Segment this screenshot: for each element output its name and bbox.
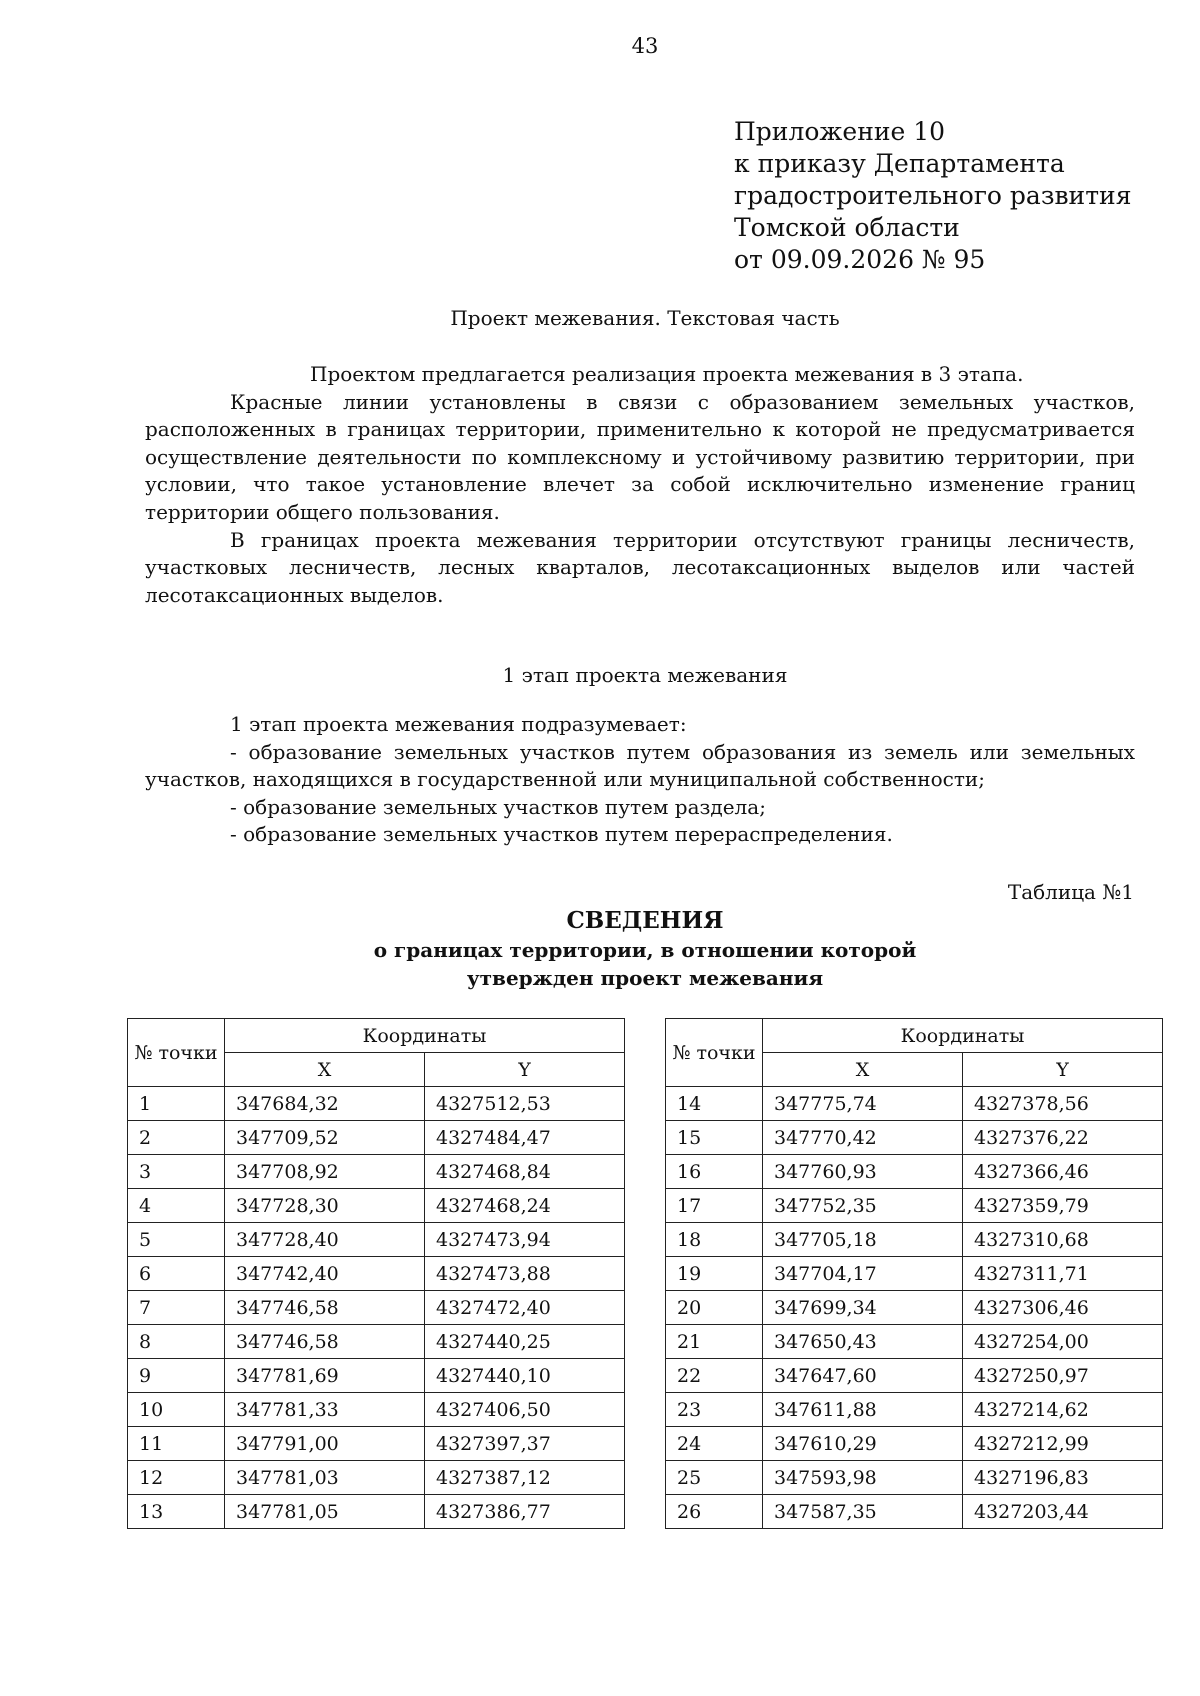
document-title: Проект межевания. Текстовая часть bbox=[450, 306, 840, 330]
point-number-cell: 8 bbox=[128, 1325, 225, 1359]
y-coordinate-cell: 4327311,71 bbox=[963, 1257, 1163, 1291]
y-coordinate-cell: 4327387,12 bbox=[425, 1461, 625, 1495]
heading-main: СВЕДЕНИЯ bbox=[566, 907, 724, 934]
table-row bbox=[666, 1087, 1163, 1121]
coordinates-table-left bbox=[127, 1018, 625, 1529]
table-row bbox=[128, 1257, 625, 1291]
table-row bbox=[666, 1223, 1163, 1257]
stage-item: - образование земельных участков путем перераспределения. bbox=[230, 822, 893, 847]
intro-paragraph: Красные линии установлены в связи с образованием земельных участков, расположенных в границах территории, применительно к которой не предусматривается осуществление деятельности по комплексному и устойчивому развитию территории, при условии, что такое установление влечет за собой исключительно изменение границ территории общего пользования. bbox=[145, 389, 1135, 524]
table-row bbox=[128, 1121, 625, 1155]
appendix-line: Томской области bbox=[734, 213, 960, 242]
heading-subtitle: о границах территории, в отношении которой bbox=[373, 938, 917, 962]
table-row bbox=[128, 1359, 625, 1393]
point-number-cell: 7 bbox=[128, 1291, 225, 1325]
x-coordinate-cell: 347684,32 bbox=[225, 1087, 425, 1121]
x-coordinate-cell: 347742,40 bbox=[225, 1257, 425, 1291]
x-coordinate-cell: 347781,05 bbox=[225, 1495, 425, 1529]
appendix-line: к приказу Департамента bbox=[734, 149, 1065, 178]
table-row bbox=[128, 1291, 625, 1325]
intro-paragraph: Проектом предлагается реализация проекта межевания в 3 этапа. bbox=[310, 362, 1024, 386]
x-coordinate-cell: 347709,52 bbox=[225, 1121, 425, 1155]
point-number-cell: 2 bbox=[128, 1121, 225, 1155]
y-coordinate-cell: 4327406,50 bbox=[425, 1393, 625, 1427]
x-coordinate-cell: 347781,03 bbox=[225, 1461, 425, 1495]
table-row bbox=[666, 1155, 1163, 1189]
table-row bbox=[128, 1393, 625, 1427]
stage-item: - образование земельных участков путем раздела; bbox=[230, 794, 766, 819]
appendix-line: Приложение 10 bbox=[734, 117, 946, 146]
appendix-line: градостроительного развития bbox=[734, 181, 1132, 210]
table-row bbox=[666, 1427, 1163, 1461]
table-row bbox=[128, 1087, 625, 1121]
y-coordinate-cell: 4327366,46 bbox=[963, 1155, 1163, 1189]
point-number-cell: 14 bbox=[666, 1087, 763, 1121]
x-coordinate-cell: 347746,58 bbox=[225, 1291, 425, 1325]
table-row bbox=[666, 1359, 1163, 1393]
point-number-cell: 11 bbox=[128, 1427, 225, 1461]
coordinates-header: Координаты bbox=[225, 1019, 625, 1053]
x-coordinate-cell: 347610,29 bbox=[763, 1427, 963, 1461]
point-number-cell: 1 bbox=[128, 1087, 225, 1121]
table-row bbox=[128, 1461, 625, 1495]
point-number-cell: 5 bbox=[128, 1223, 225, 1257]
intro-text bbox=[145, 361, 1135, 609]
x-coordinate-cell: 347647,60 bbox=[763, 1359, 963, 1393]
heading-subtitle: утвержден проект межевания bbox=[466, 966, 824, 990]
table-row bbox=[128, 1189, 625, 1223]
x-coordinate-cell: 347752,35 bbox=[763, 1189, 963, 1223]
y-coordinate-cell: 4327203,44 bbox=[963, 1495, 1163, 1529]
x-coordinate-cell: 347781,69 bbox=[225, 1359, 425, 1393]
table-row bbox=[666, 1121, 1163, 1155]
y-coordinate-cell: 4327196,83 bbox=[963, 1461, 1163, 1495]
point-number-cell: 25 bbox=[666, 1461, 763, 1495]
x-coordinate-cell: 347708,92 bbox=[225, 1155, 425, 1189]
y-coordinate-cell: 4327378,56 bbox=[963, 1087, 1163, 1121]
x-header: X bbox=[225, 1053, 425, 1087]
intro-paragraph: В границах проекта межевания территории отсутствуют границы лесничеств, участковых лесничеств, лесных кварталов, лесотаксационных выделов или частей лесотаксационных выделов. bbox=[145, 527, 1135, 607]
x-coordinate-cell: 347728,30 bbox=[225, 1189, 425, 1223]
table-row bbox=[666, 1461, 1163, 1495]
point-number-cell: 22 bbox=[666, 1359, 763, 1393]
x-coordinate-cell: 347611,88 bbox=[763, 1393, 963, 1427]
x-coordinate-cell: 347781,33 bbox=[225, 1393, 425, 1427]
point-number-header-label: № точки bbox=[134, 1041, 218, 1064]
x-coordinate-cell: 347770,42 bbox=[763, 1121, 963, 1155]
y-coordinate-cell: 4327397,37 bbox=[425, 1427, 625, 1461]
y-coordinate-cell: 4327250,97 bbox=[963, 1359, 1163, 1393]
point-number-cell: 15 bbox=[666, 1121, 763, 1155]
point-number-cell: 4 bbox=[128, 1189, 225, 1223]
table-row bbox=[128, 1325, 625, 1359]
y-coordinate-cell: 4327468,84 bbox=[425, 1155, 625, 1189]
table-row bbox=[666, 1257, 1163, 1291]
x-coordinate-cell: 347704,17 bbox=[763, 1257, 963, 1291]
y-coordinate-cell: 4327468,24 bbox=[425, 1189, 625, 1223]
table-row bbox=[666, 1325, 1163, 1359]
point-number-cell: 24 bbox=[666, 1427, 763, 1461]
table-heading bbox=[0, 906, 1200, 992]
point-number-header bbox=[666, 1019, 763, 1087]
stage-text bbox=[145, 711, 1135, 849]
x-coordinate-cell: 347650,43 bbox=[763, 1325, 963, 1359]
y-coordinate-cell: 4327473,88 bbox=[425, 1257, 625, 1291]
y-coordinate-cell: 4327306,46 bbox=[963, 1291, 1163, 1325]
page-number: 43 bbox=[631, 34, 659, 58]
stage-item: - образование земельных участков путем образования из земель или земельных участков, находящихся в государственной или муниципальной собственности; bbox=[145, 739, 1135, 792]
point-number-cell: 13 bbox=[128, 1495, 225, 1529]
y-header: Y bbox=[425, 1053, 625, 1087]
y-coordinate-cell: 4327440,10 bbox=[425, 1359, 625, 1393]
point-number-cell: 17 bbox=[666, 1189, 763, 1223]
x-coordinate-cell: 347587,35 bbox=[763, 1495, 963, 1529]
x-coordinate-cell: 347760,93 bbox=[763, 1155, 963, 1189]
y-coordinate-cell: 4327440,25 bbox=[425, 1325, 625, 1359]
x-coordinate-cell: 347705,18 bbox=[763, 1223, 963, 1257]
y-coordinate-cell: 4327484,47 bbox=[425, 1121, 625, 1155]
point-number-header-label: № точки bbox=[672, 1041, 756, 1064]
point-number-cell: 16 bbox=[666, 1155, 763, 1189]
y-coordinate-cell: 4327310,68 bbox=[963, 1223, 1163, 1257]
table-row bbox=[128, 1495, 625, 1529]
y-coordinate-cell: 4327359,79 bbox=[963, 1189, 1163, 1223]
x-coordinate-cell: 347593,98 bbox=[763, 1461, 963, 1495]
point-number-cell: 20 bbox=[666, 1291, 763, 1325]
point-number-cell: 18 bbox=[666, 1223, 763, 1257]
point-number-cell: 26 bbox=[666, 1495, 763, 1529]
y-header: Y bbox=[963, 1053, 1163, 1087]
x-coordinate-cell: 347746,58 bbox=[225, 1325, 425, 1359]
point-number-cell: 3 bbox=[128, 1155, 225, 1189]
y-coordinate-cell: 4327386,77 bbox=[425, 1495, 625, 1529]
table-row bbox=[128, 1427, 625, 1461]
appendix-line: от 09.09.2026 № 95 bbox=[734, 245, 986, 274]
y-coordinate-cell: 4327254,00 bbox=[963, 1325, 1163, 1359]
stage-lead: 1 этап проекта межевания подразумевает: bbox=[230, 712, 687, 736]
table-row bbox=[666, 1189, 1163, 1223]
point-number-cell: 6 bbox=[128, 1257, 225, 1291]
y-coordinate-cell: 4327212,99 bbox=[963, 1427, 1163, 1461]
y-coordinate-cell: 4327214,62 bbox=[963, 1393, 1163, 1427]
table-row bbox=[128, 1223, 625, 1257]
y-coordinate-cell: 4327376,22 bbox=[963, 1121, 1163, 1155]
x-coordinate-cell: 347775,74 bbox=[763, 1087, 963, 1121]
y-coordinate-cell: 4327512,53 bbox=[425, 1087, 625, 1121]
x-coordinate-cell: 347699,34 bbox=[763, 1291, 963, 1325]
table-label: Таблица №1 bbox=[1007, 880, 1134, 904]
y-coordinate-cell: 4327473,94 bbox=[425, 1223, 625, 1257]
table-row bbox=[666, 1495, 1163, 1529]
appendix-block bbox=[734, 116, 1131, 276]
y-coordinate-cell: 4327472,40 bbox=[425, 1291, 625, 1325]
point-number-cell: 10 bbox=[128, 1393, 225, 1427]
stage-title: 1 этап проекта межевания bbox=[502, 663, 788, 687]
point-number-cell: 19 bbox=[666, 1257, 763, 1291]
table-row bbox=[128, 1155, 625, 1189]
point-number-header bbox=[128, 1019, 225, 1087]
x-header: X bbox=[763, 1053, 963, 1087]
table-row bbox=[666, 1291, 1163, 1325]
coordinates-header: Координаты bbox=[763, 1019, 1163, 1053]
point-number-cell: 21 bbox=[666, 1325, 763, 1359]
point-number-cell: 9 bbox=[128, 1359, 225, 1393]
point-number-cell: 23 bbox=[666, 1393, 763, 1427]
coordinates-table-right bbox=[665, 1018, 1163, 1529]
table-row bbox=[666, 1393, 1163, 1427]
x-coordinate-cell: 347791,00 bbox=[225, 1427, 425, 1461]
point-number-cell: 12 bbox=[128, 1461, 225, 1495]
x-coordinate-cell: 347728,40 bbox=[225, 1223, 425, 1257]
